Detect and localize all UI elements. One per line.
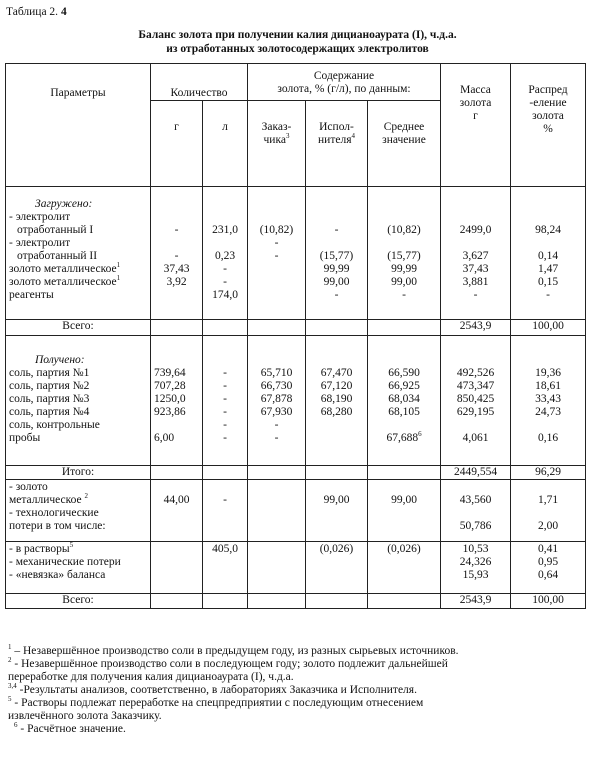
gold2-mass: 43,560 50,786 — [441, 480, 511, 542]
received-mass: 492,526 473,347 850,425 629,195 4,061 — [441, 336, 511, 466]
footnote-5: $^5$ - Растворы подлежат переработке на спецпредприятии с последующим отнесением — [8, 695, 424, 709]
footnote-6: $^6$ - Расчётное значение. — [14, 721, 126, 735]
footnote-3-4: $^{3,4}$ -Результаты анализов, соответственно, в лабораториях Заказчика и Исполнителя. — [8, 682, 417, 696]
table-title-line2: из отработанных золотосодержащих электролитов — [166, 43, 429, 55]
header-l: л — [203, 101, 248, 187]
loaded-avg: (10,82) (15,77) 99,99 99,00 - — [368, 187, 441, 320]
header-params: Параметры — [6, 64, 151, 187]
gold-balance-table — [5, 63, 586, 609]
header-dist: Распред -еление золота % — [511, 64, 586, 187]
itogo-label: Итого: — [6, 466, 151, 480]
received-dist: 19,36 18,61 33,43 24,73 0,16 — [511, 336, 586, 466]
header-qty: Количество — [151, 64, 248, 101]
received-customer: 65,710 66,730 67,878 67,930 - - — [248, 336, 306, 466]
total-loaded-row — [6, 320, 586, 336]
loaded-g: - - 37,43 3,92 — [151, 187, 203, 320]
header-mass: Масса золота г — [441, 64, 511, 187]
gold2-params: - золото металлическое $^2$ - технологические потери в том числе: — [6, 480, 151, 542]
footnote-1: $^1$ – Незавершённое производство соли в предыдущем году, из разных сырьевых источников. — [8, 643, 459, 657]
received-executor: 67,470 67,120 68,190 68,280 — [306, 336, 368, 466]
losses-l: 405,0 — [203, 542, 248, 594]
header-executor: Испол- нителя$^4$ — [306, 101, 368, 187]
received-g: 739,64 707,28 1250,0 923,86 6,00 — [151, 336, 203, 466]
total-label: Всего: — [6, 320, 151, 336]
gold2-dist: 1,71 2,00 — [511, 480, 586, 542]
footnote-5-cont: извлечённого золота Заказчику. — [8, 710, 162, 722]
itogo-dist: 96,29 — [511, 466, 586, 480]
gold2-avg: 99,00 — [368, 480, 441, 542]
total-dist: 100,00 — [511, 320, 586, 336]
loaded-executor: - (15,77) 99,99 99,00 - — [306, 187, 368, 320]
total-mass: 2543,9 — [441, 320, 511, 336]
total-received-row — [6, 594, 586, 609]
losses-params: - в растворы$^5$ - механические потери - «невязка» баланса — [6, 542, 151, 594]
section-received — [6, 336, 586, 466]
received-params: Получено: соль, партия №1 соль, партия №2 соль, партия №3 соль, партия №4 соль, контрольные пробы — [6, 336, 151, 466]
section-gold-metallic — [6, 480, 586, 542]
header-g: г — [151, 101, 203, 187]
losses-executor: (0,026) — [306, 542, 368, 594]
losses-avg: (0,026) — [368, 542, 441, 594]
footnote-2: $^2$ - Незавершённое производство соли в последующем году; золото подлежит дальнейшей — [8, 656, 448, 670]
losses-mass: 10,53 24,326 15,93 — [441, 542, 511, 594]
table-caption: Таблица 2. 4 — [6, 6, 67, 18]
received-l: - - - - - - — [203, 336, 248, 466]
total2-dist: 100,00 — [511, 594, 586, 609]
loaded-l: 231,0 0,23 - - 174,0 — [203, 187, 248, 320]
itogo-mass: 2449,554 — [441, 466, 511, 480]
loaded-customer: (10,82) - - — [248, 187, 306, 320]
table-title-line1: Баланс золота при получении калия дицианоаурата (I), ч.д.а. — [138, 29, 457, 41]
losses-dist: 0,41 0,95 0,64 — [511, 542, 586, 594]
loaded-params: Загружено: - электролит отработанный I - электролит отработанный II золото металлическое$^1$ золото металлическое$^1$ реагенты — [6, 187, 151, 320]
loaded-mass: 2499,0 3,627 37,43 3,881 - — [441, 187, 511, 320]
total2-label: Всего: — [6, 594, 151, 609]
header-content: Содержание золота, % (г/л), по данным: — [248, 64, 441, 101]
loaded-dist: 98,24 0,14 1,47 0,15 - — [511, 187, 586, 320]
received-avg: 66,590 66,925 68,034 68,105 67,688$^6$ — [368, 336, 441, 466]
gold2-executor: 99,00 — [306, 480, 368, 542]
footnotes — [8, 645, 588, 736]
total2-mass: 2543,9 — [441, 594, 511, 609]
itogo-row — [6, 466, 586, 480]
header-avg: Среднее значение — [368, 101, 441, 187]
gold2-l: - — [203, 480, 248, 542]
header-customer: Заказ- чика$^3$ — [248, 101, 306, 187]
footnote-2-cont: переработке для получения калия дицианоаурата (I), ч.д.а. — [8, 671, 294, 683]
gold2-g: 44,00 — [151, 480, 203, 542]
section-loaded — [6, 187, 586, 320]
section-losses — [6, 542, 586, 594]
